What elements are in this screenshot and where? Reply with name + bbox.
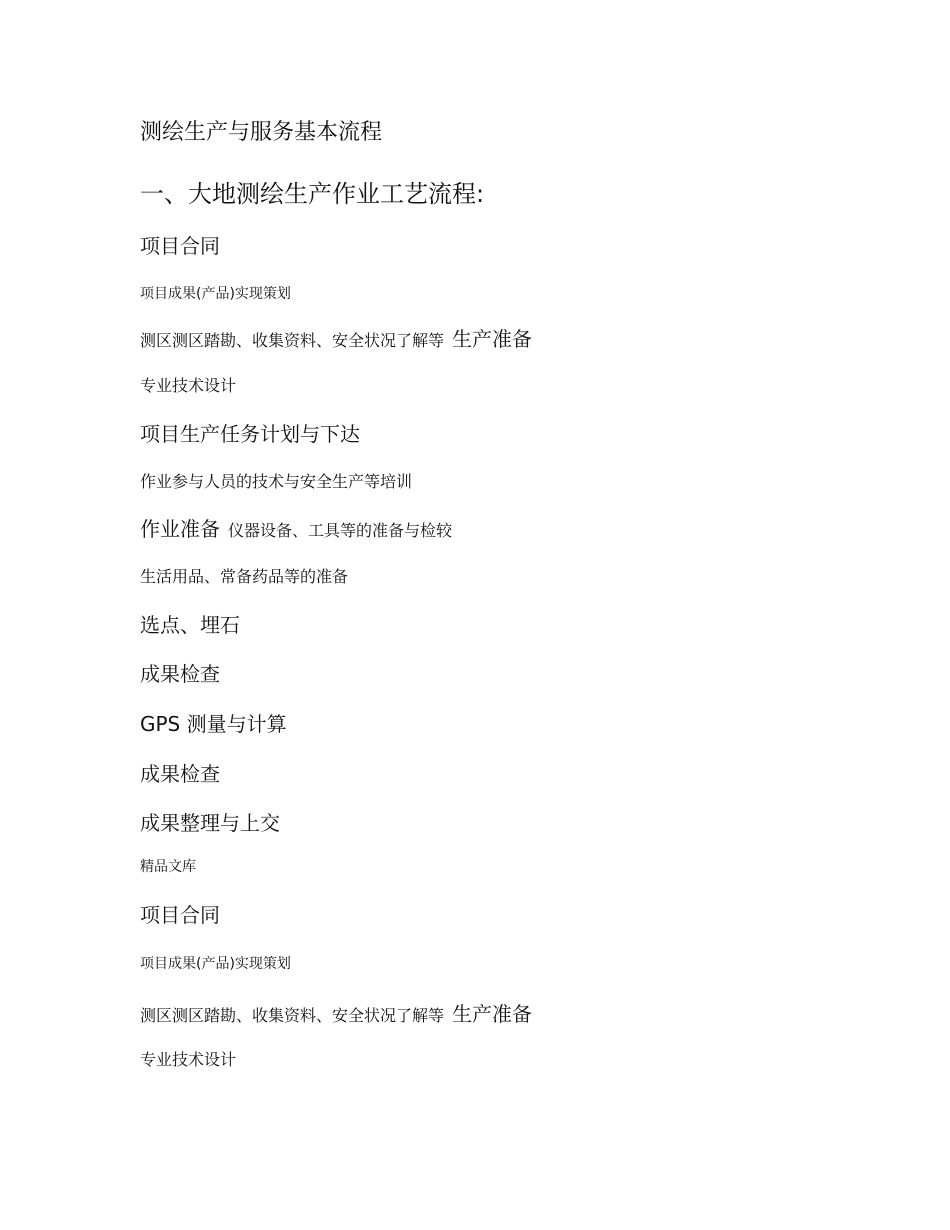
flow-step-contract: 项目合同 [140,234,220,258]
document-title: 测绘生产与服务基本流程 [140,120,383,145]
flow-step-planning: 项目成果(产品)实现策划 [140,286,291,302]
flow-repeat-survey: 测区测区踏勘、收集资料、安全状况了解等 [140,1006,445,1025]
flow-repeat-production-prep: 生产准备 [452,1002,533,1026]
flow-step-equipment: 仪器设备、工具等的准备与检较 [228,521,453,540]
flow-repeat-planning: 项目成果(产品)实现策划 [140,956,291,972]
flow-step-result-check-1: 成果检查 [140,662,220,686]
flow-repeat-survey-row [140,1002,532,1026]
flow-step-technical-design: 专业技术设计 [140,376,237,395]
flow-step-survey: 测区测区踏勘、收集资料、安全状况了解等 [140,331,445,350]
flow-step-gps: GPS 测量与计算 [140,712,287,736]
flow-tag-work-prep: 作业准备 [140,517,220,541]
flow-step-training: 作业参与人员的技术与安全生产等培训 [140,472,413,491]
flow-step-survey-row [140,327,532,351]
flow-step-submission: 成果整理与上交 [140,811,280,835]
section-heading: 一、大地测绘生产作业工艺流程: [140,180,485,208]
flow-step-result-check-2: 成果检查 [140,762,220,786]
flow-step-supplies: 生活用品、常备药品等的准备 [140,567,349,586]
flow-tag-production-prep: 生产准备 [452,327,533,351]
watermark-text: 精品文库 [140,859,196,875]
flow-step-work-prep-row [140,517,452,541]
flow-repeat-contract: 项目合同 [140,903,220,927]
flow-step-task-plan: 项目生产任务计划与下达 [140,422,360,446]
flow-repeat-technical-design: 专业技术设计 [140,1050,237,1069]
flow-step-site-selection: 选点、埋石 [140,613,240,637]
